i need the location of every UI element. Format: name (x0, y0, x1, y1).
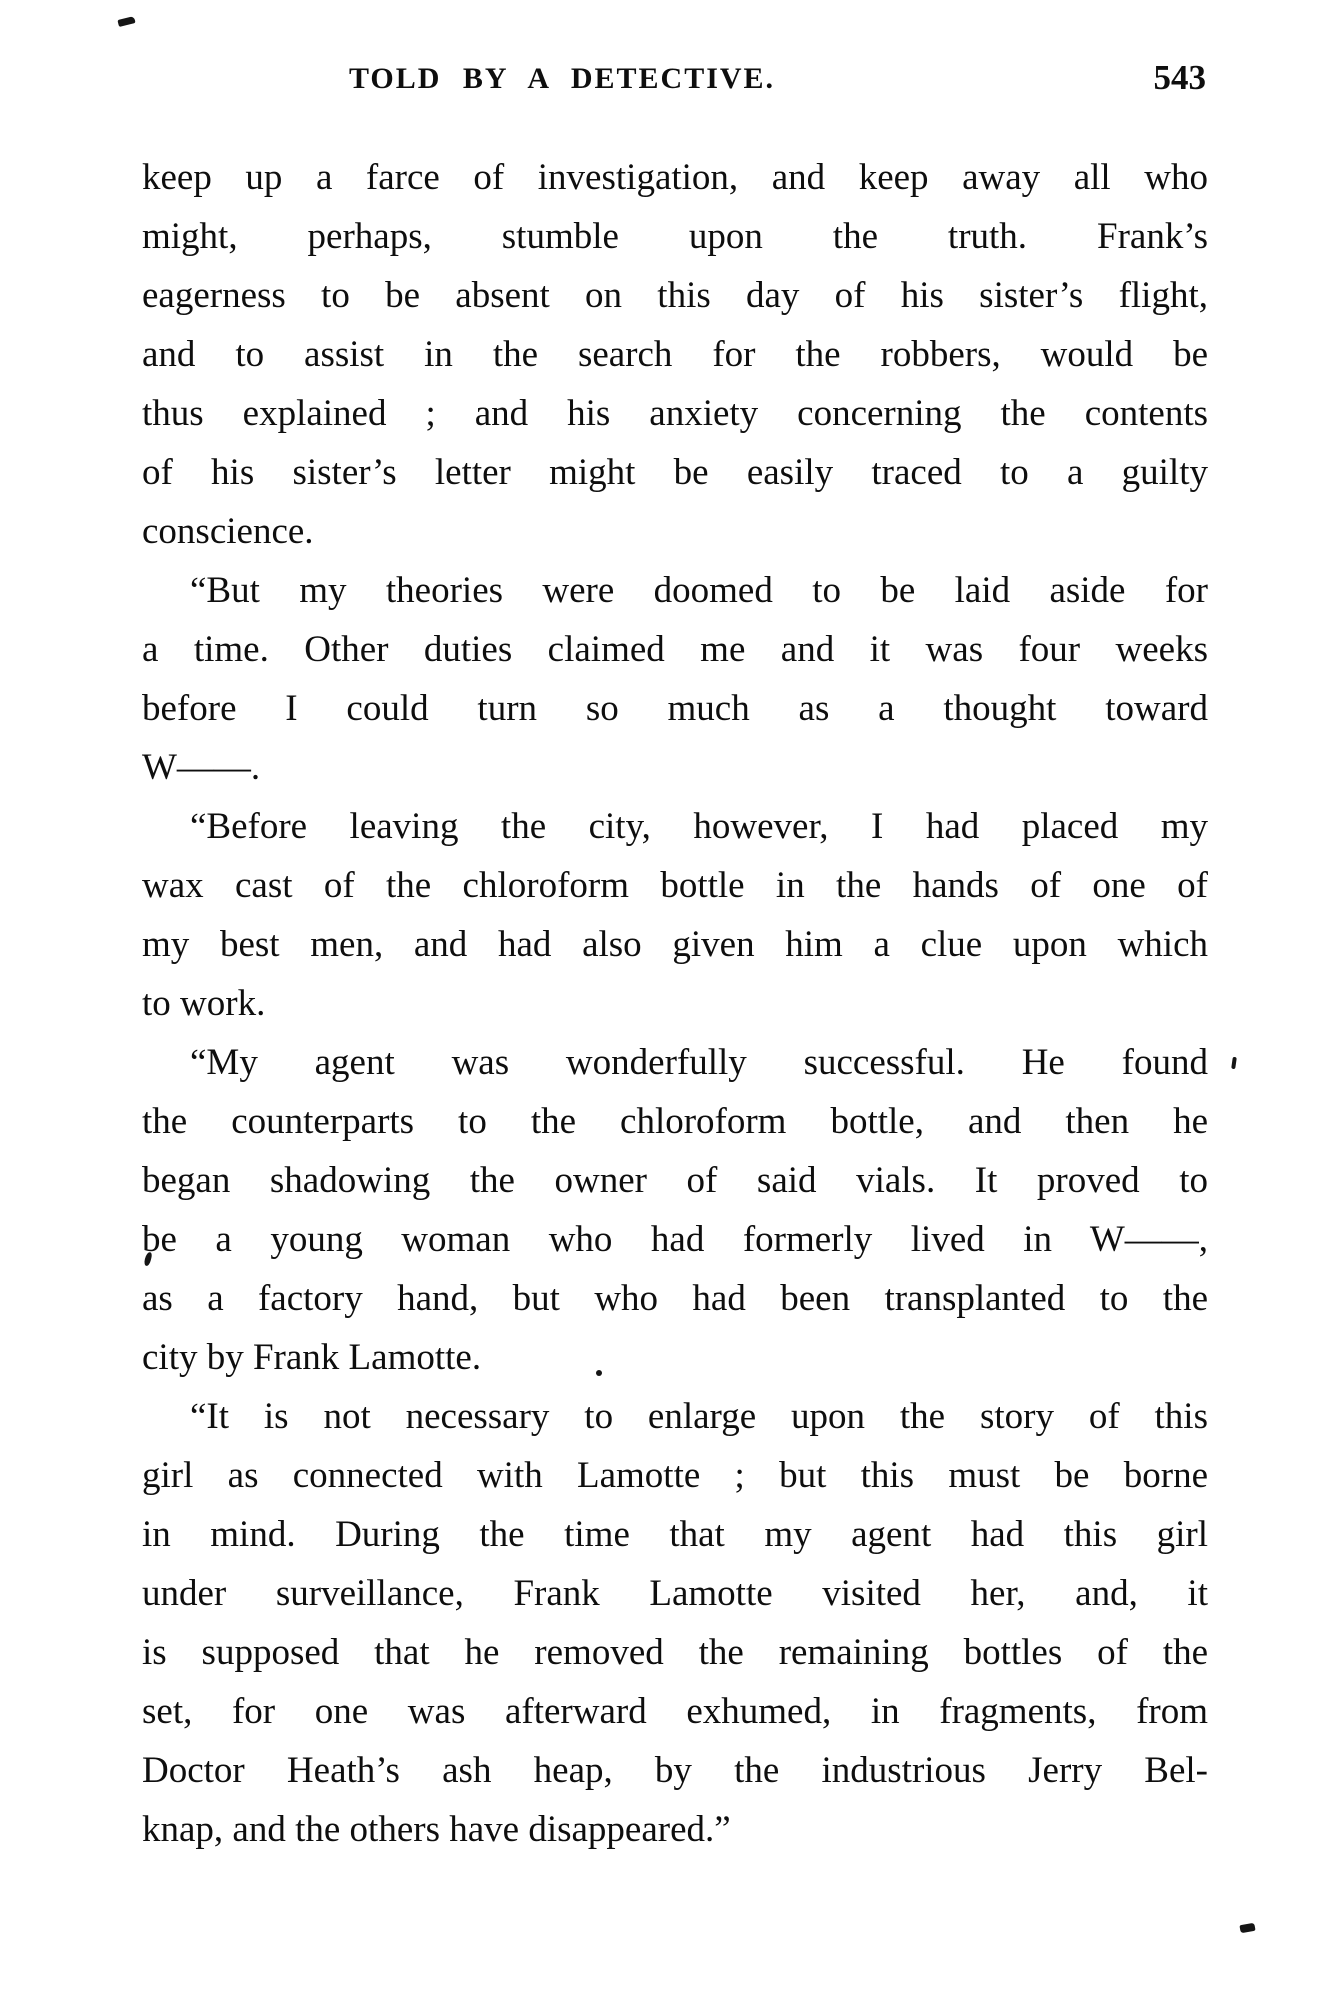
text-block (142, 58, 1208, 1859)
text-line: in mind. During the time that my agent had this girl (142, 1514, 1208, 1555)
paragraph (142, 797, 1208, 1033)
text-line: began shadowing the owner of said vials. It proved to (142, 1160, 1208, 1201)
text-line: wax cast of the chloroform bottle in the hands of one of (142, 865, 1208, 906)
text-line: might, perhaps, stumble upon the truth. Frank’s (142, 216, 1208, 257)
text-line: Doctor Heath’s ash heap, by the industrious Jerry Bel- (142, 1750, 1208, 1791)
text-line: girl as connected with Lamotte ; but this must be borne (142, 1455, 1208, 1496)
text-line: city by Frank Lamotte. (142, 1337, 482, 1378)
paragraph (142, 148, 1208, 561)
running-title: TOLD BY A DETECTIVE. (348, 62, 776, 95)
text-line: a time. Other duties claimed me and it was four weeks (142, 629, 1208, 670)
text-line: W——. (142, 747, 261, 788)
text-line: “My agent was wonderfully successful. He found (190, 1042, 1208, 1083)
ink-speck (1231, 1057, 1237, 1069)
text-line: thus explained ; and his anxiety concerning the contents (142, 393, 1208, 434)
page-number: 543 (1153, 58, 1206, 97)
text-line: is supposed that he removed the remaining bottles of the (142, 1632, 1208, 1673)
text-line: set, for one was afterward exhumed, in fragments, from (142, 1691, 1208, 1732)
body-text (142, 148, 1208, 1859)
text-line: “Before leaving the city, however, I had placed my (190, 806, 1208, 847)
paragraph (142, 1033, 1208, 1387)
text-line: conscience. (142, 511, 314, 552)
text-line: “It is not necessary to enlarge upon the story of this (190, 1396, 1208, 1437)
text-line: under surveillance, Frank Lamotte visited her, and, it (142, 1573, 1208, 1614)
text-line: “But my theories were doomed to be laid aside for (190, 570, 1208, 611)
text-line: and to assist in the search for the robbers, would be (142, 334, 1208, 375)
text-line: be a young woman who had formerly lived in W——, (142, 1219, 1208, 1260)
text-line: my best men, and had also given him a clue upon which (142, 924, 1208, 965)
paragraph (142, 561, 1208, 797)
text-line: keep up a farce of investigation, and keep away all who (142, 157, 1208, 198)
ink-speck (1239, 1923, 1255, 1933)
page-header (142, 58, 1208, 148)
ink-speck (117, 16, 135, 27)
text-line: of his sister’s letter might be easily traced to a guilty (142, 452, 1208, 493)
text-line: the counterparts to the chloroform bottle, and then he (142, 1101, 1208, 1142)
text-line: knap, and the others have disappeared.” (142, 1809, 731, 1850)
text-line: before I could turn so much as a thought toward (142, 688, 1208, 729)
text-line: to work. (142, 983, 266, 1024)
text-line: eagerness to be absent on this day of his sister’s flight, (142, 275, 1208, 316)
paragraph (142, 1387, 1208, 1859)
text-line: as a factory hand, but who had been transplanted to the (142, 1278, 1208, 1319)
